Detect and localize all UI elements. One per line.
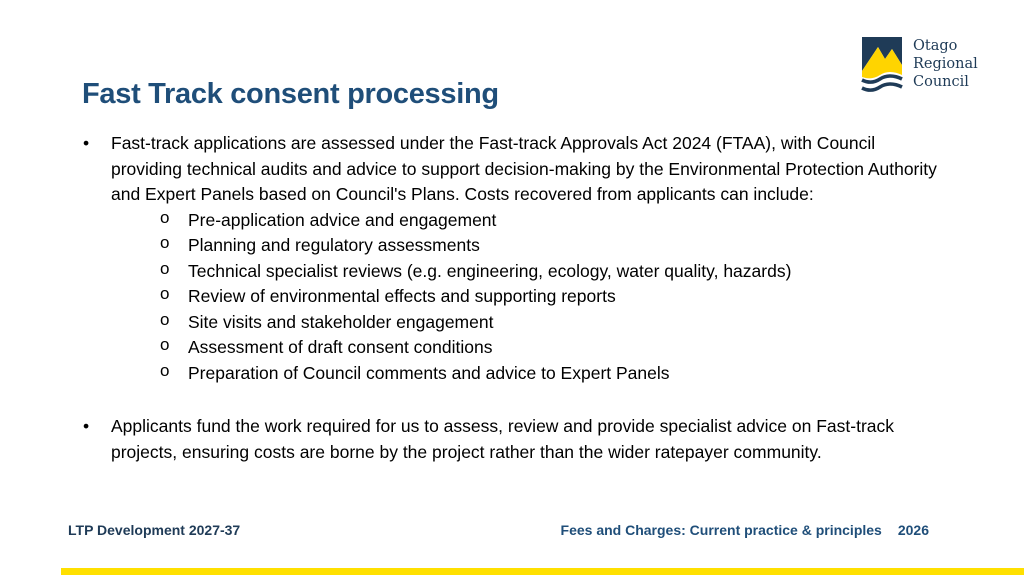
sub-item-text: Technical specialist reviews (e.g. engineering, ecology, water quality, hazards)	[188, 260, 792, 281]
footer-left-text: LTP Development 2027-37	[68, 522, 241, 538]
sub-bullet-marker: o	[160, 258, 170, 278]
footer-year: 2026	[897, 522, 929, 538]
sub-list-item	[80, 361, 940, 387]
sub-bullet-marker: o	[160, 309, 170, 329]
footer-right-text: Fees and Charges: Current practice & principles	[560, 522, 882, 538]
org-logo	[860, 35, 1000, 97]
sub-list-item	[80, 259, 940, 285]
bullet-marker: •	[83, 133, 90, 153]
sub-bullet-marker: o	[160, 284, 170, 303]
sub-item-text: Preparation of Council comments and advice to Expert Panels	[188, 362, 670, 383]
sub-item-text: Pre-application advice and engagement	[188, 209, 497, 230]
spacer	[80, 386, 940, 414]
sub-item-text: Review of environmental effects and supporting reports	[188, 286, 616, 306]
sub-list-item	[80, 284, 940, 310]
logo-line-3: Council	[913, 74, 969, 90]
sub-bullet-marker: o	[160, 207, 170, 227]
accent-bar	[61, 568, 1024, 575]
sub-list	[80, 208, 940, 387]
bullet-marker: •	[83, 416, 90, 436]
bullet-text: Fast-track applications are assessed under the Fast-track Approvals Act 2024 (FTAA), with Council providing technical audits and advice to support decision-making by the Environmental Protection Authority and Expert Panels based on Council's Plans. Costs recovered from applicants can include:	[111, 133, 937, 204]
sub-list-item	[80, 233, 940, 259]
bullet-item	[80, 131, 940, 208]
sub-list-item	[80, 310, 940, 336]
bullet-item	[80, 414, 940, 465]
slide-body	[80, 131, 940, 465]
sub-item-text: Assessment of draft consent conditions	[188, 337, 493, 357]
sub-bullet-marker: o	[160, 360, 170, 380]
bullet-text: Applicants fund the work required for us to assess, review and provide specialist advice on Fast-track projects, ensuring costs are borne by the project rather than the wider ratepayer community.	[111, 416, 895, 462]
logo-wordmark	[913, 37, 978, 91]
logo-mark-icon	[860, 35, 904, 93]
sub-bullet-marker: o	[160, 233, 170, 252]
sub-item-text: Planning and regulatory assessments	[188, 235, 480, 255]
logo-line-1: Otago	[913, 38, 958, 54]
page-title: Fast Track consent processing	[82, 78, 499, 110]
sub-list-item	[80, 335, 940, 361]
sub-item-text: Site visits and stakeholder engagement	[188, 311, 494, 332]
footer-right	[561, 522, 929, 538]
logo-line-2: Regional	[913, 56, 978, 72]
sub-bullet-marker: o	[160, 335, 170, 354]
sub-list-item	[80, 208, 940, 234]
